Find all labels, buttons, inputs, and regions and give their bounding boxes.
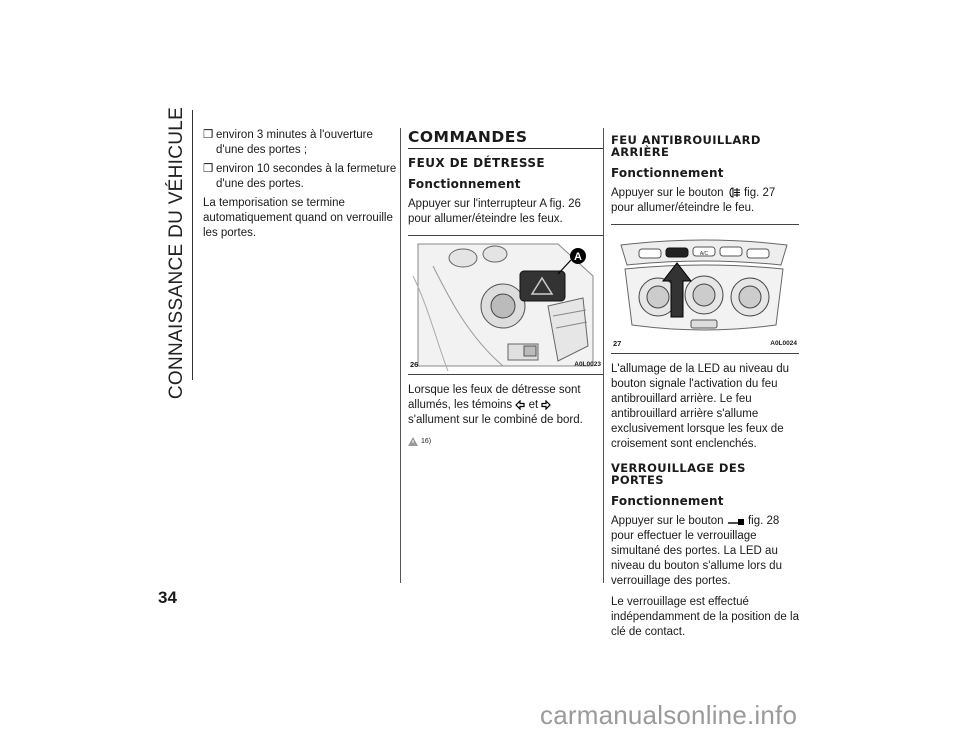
subheading: Fonctionnement xyxy=(408,177,521,191)
paragraph: Le verrouillage est effectué indépendamment de la position de la clé de contact. xyxy=(611,596,799,638)
key-lock-icon xyxy=(727,518,745,526)
list-item: ❒ environ 10 secondes à la fermeture d'une des portes. xyxy=(203,163,397,190)
figure-reference: A0L0023 xyxy=(574,361,601,368)
subheading: Fonctionnement xyxy=(611,494,724,508)
paragraph: Appuyer sur le bouton fig. 28 pour effectuer le verrouillage simultané des portes. La LED au niveau du bouton s'allume lors du verrouillage des portes. xyxy=(611,515,782,587)
section-heading: FEU ANTIBROUILLARD ARRIÈRE xyxy=(611,133,761,159)
left-arrow-icon xyxy=(515,400,525,410)
right-arrow-icon xyxy=(541,400,551,410)
subheading: Fonctionnement xyxy=(611,166,724,180)
figure-number: 27 xyxy=(613,339,622,348)
ac-label: A/C xyxy=(699,251,709,257)
column-divider xyxy=(400,128,401,583)
paragraph: Appuyer sur l'interrupteur A fig. 26 pour allumer/éteindre les feux. xyxy=(408,198,581,225)
figure-26 xyxy=(408,235,603,375)
figure-27 xyxy=(611,224,799,354)
column-3 xyxy=(611,128,799,646)
figure-number: 26 xyxy=(410,360,419,369)
side-rule xyxy=(192,110,193,380)
callout-label: A xyxy=(574,251,582,263)
side-chapter-title: CONNAISSANCE DU VÉHICULE xyxy=(166,106,187,399)
warning-icon xyxy=(408,437,418,446)
watermark: carmanualsonline.info xyxy=(540,700,798,730)
subsection-heading: FEUX DE DÉTRESSE xyxy=(408,156,546,170)
column-2 xyxy=(408,128,603,449)
climate-control-panel-illustration xyxy=(611,225,797,353)
list-item: ❒ environ 3 minutes à l'ouverture d'une des portes ; xyxy=(203,129,373,156)
section-heading: COMMANDES xyxy=(408,130,603,149)
column-1 xyxy=(203,128,398,247)
section-heading: VERROUILLAGE DES PORTES xyxy=(611,461,746,487)
hazard-switch-illustration xyxy=(408,236,598,374)
rear-fog-light-icon xyxy=(727,187,741,198)
paragraph: L'allumage de la LED au niveau du bouton signale l'activation du feu antibrouillard arrière. Le feu antibrouillard arrière s'allume exclusivement lorsque les feux de croisement sont enclenchés. xyxy=(611,363,790,450)
warning-reference: 16) xyxy=(408,434,603,449)
paragraph: La temporisation se termine automatiquement quand on verrouille les portes. xyxy=(203,197,393,239)
column-divider xyxy=(603,128,604,583)
paragraph: Appuyer sur le bouton fig. 27 pour allumer/éteindre le feu. xyxy=(611,187,776,214)
paragraph: Lorsque les feux de détresse sont allumés, les témoins et s'allument sur le combiné de bord. xyxy=(408,384,583,426)
page-number: 34 xyxy=(158,588,177,607)
figure-reference: A0L0024 xyxy=(770,340,797,347)
